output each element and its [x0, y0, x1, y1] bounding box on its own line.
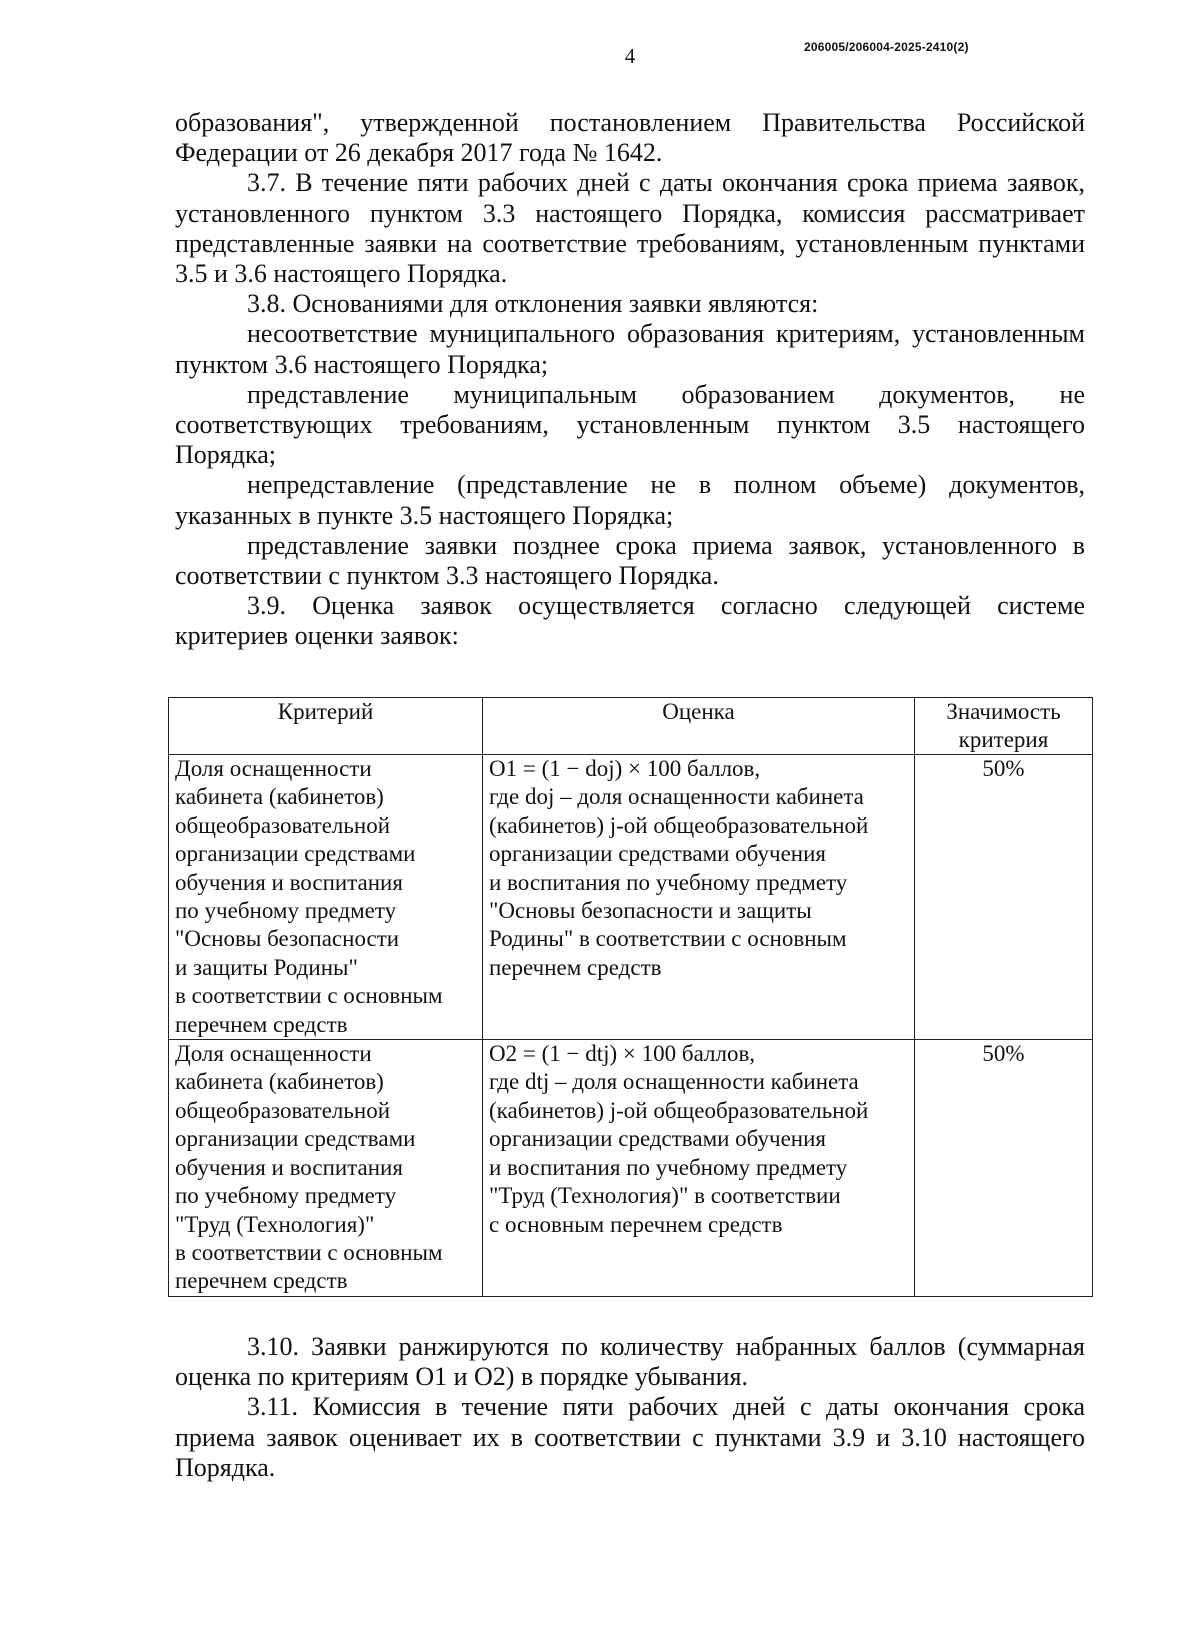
document-body-continued	[175, 1332, 1085, 1483]
paragraph-3-10: 3.10. Заявки ранжируются по количеству набранных баллов (суммарная оценка по критериям O1 и O2) в порядке убывания.	[175, 1332, 1085, 1392]
rejection-reason-3: непредставление (представление не в полном объеме) документов, указанных в пункте 3.5 настоящего Порядка;	[175, 470, 1085, 530]
weight-cell	[915, 1040, 1093, 1297]
paragraph-continuation: образования", утвержденной постановлением Правительства Российской Федерации от 26 декабря 2017 года № 1642.	[175, 108, 1085, 168]
formula-explanation: где dtj – доля оснащенности кабинета (кабинетов) j-ой общеобразовательной организации средствами обучения и воспитания по учебному предмету "Труд (Технология)" в соответствии с основным перечнем средств	[489, 1069, 869, 1237]
criterion-text: Доля оснащенности кабинета (кабинетов) общеобразовательной организации средствами обучения и воспитания по учебному предмету "Труд (Технология)" в соответствии с основным перечнем средств	[175, 1041, 443, 1294]
page-number: 4	[624, 44, 636, 68]
table-header-row	[169, 698, 1093, 755]
paragraph-3-9: 3.9. Оценка заявок осуществляется согласно следующей системе критериев оценки заявок:	[175, 591, 1085, 651]
document-code: 206005/206004-2025-2410(2)	[804, 40, 969, 54]
criteria-table	[168, 697, 1093, 1297]
table-row	[169, 1040, 1093, 1297]
rejection-reason-2: представление муниципальным образованием документов, не соответствующих требованиям, установленным пунктом 3.5 настоящего Порядка;	[175, 379, 1085, 470]
header-criterion: Критерий	[169, 698, 483, 755]
evaluation-cell	[483, 755, 915, 1040]
criterion-cell	[169, 1040, 483, 1297]
header-evaluation: Оценка	[483, 698, 915, 755]
rejection-reason-1: несоответствие муниципального образования критериям, установленным пунктом 3.6 настоящего Порядка;	[175, 319, 1085, 379]
header-weight: Значимость критерия	[915, 698, 1093, 755]
weight-value: 50%	[982, 756, 1025, 781]
table-row	[169, 755, 1093, 1040]
weight-value: 50%	[982, 1041, 1025, 1067]
formula-o1: O1 = (1 − doj) × 100 баллов,	[489, 756, 761, 781]
paragraph-3-11: 3.11. Комиссия в течение пяти рабочих дней с даты окончания срока приема заявок оценивает их в соответствии с пунктами 3.9 и 3.10 настоящего Порядка.	[175, 1392, 1085, 1482]
formula-explanation: где doj – доля оснащенности кабинета (кабинетов) j-ой общеобразовательной организации средствами обучения и воспитания по учебному предмету "Основы безопасности и защиты Родины" в соответствии с основным перечнем средств	[489, 784, 869, 980]
paragraph-3-7: 3.7. В течение пяти рабочих дней с даты окончания срока приема заявок, установленного пунктом 3.3 настоящего Порядка, комиссия рассматривает представленные заявки на соответствие требованиям, установленным пунктами 3.5 и 3.6 настоящего Порядка.	[175, 168, 1085, 289]
document-body	[175, 108, 1085, 652]
paragraph-3-8: 3.8. Основаниями для отклонения заявки являются:	[247, 289, 819, 319]
formula-o2: O2 = (1 − dtj) × 100 баллов,	[489, 1041, 756, 1067]
weight-cell	[915, 755, 1093, 1040]
criterion-cell	[169, 755, 483, 1040]
criterion-text: Доля оснащенности кабинета (кабинетов) общеобразовательной организации средствами обучения и воспитания по учебному предмету "Основы безопасности и защиты Родины" в соответствии с основным перечнем средств	[175, 756, 443, 1037]
evaluation-cell	[483, 1040, 915, 1297]
rejection-reason-4: представление заявки позднее срока приема заявок, установленного в соответствии с пунктом 3.3 настоящего Порядка.	[175, 530, 1085, 591]
